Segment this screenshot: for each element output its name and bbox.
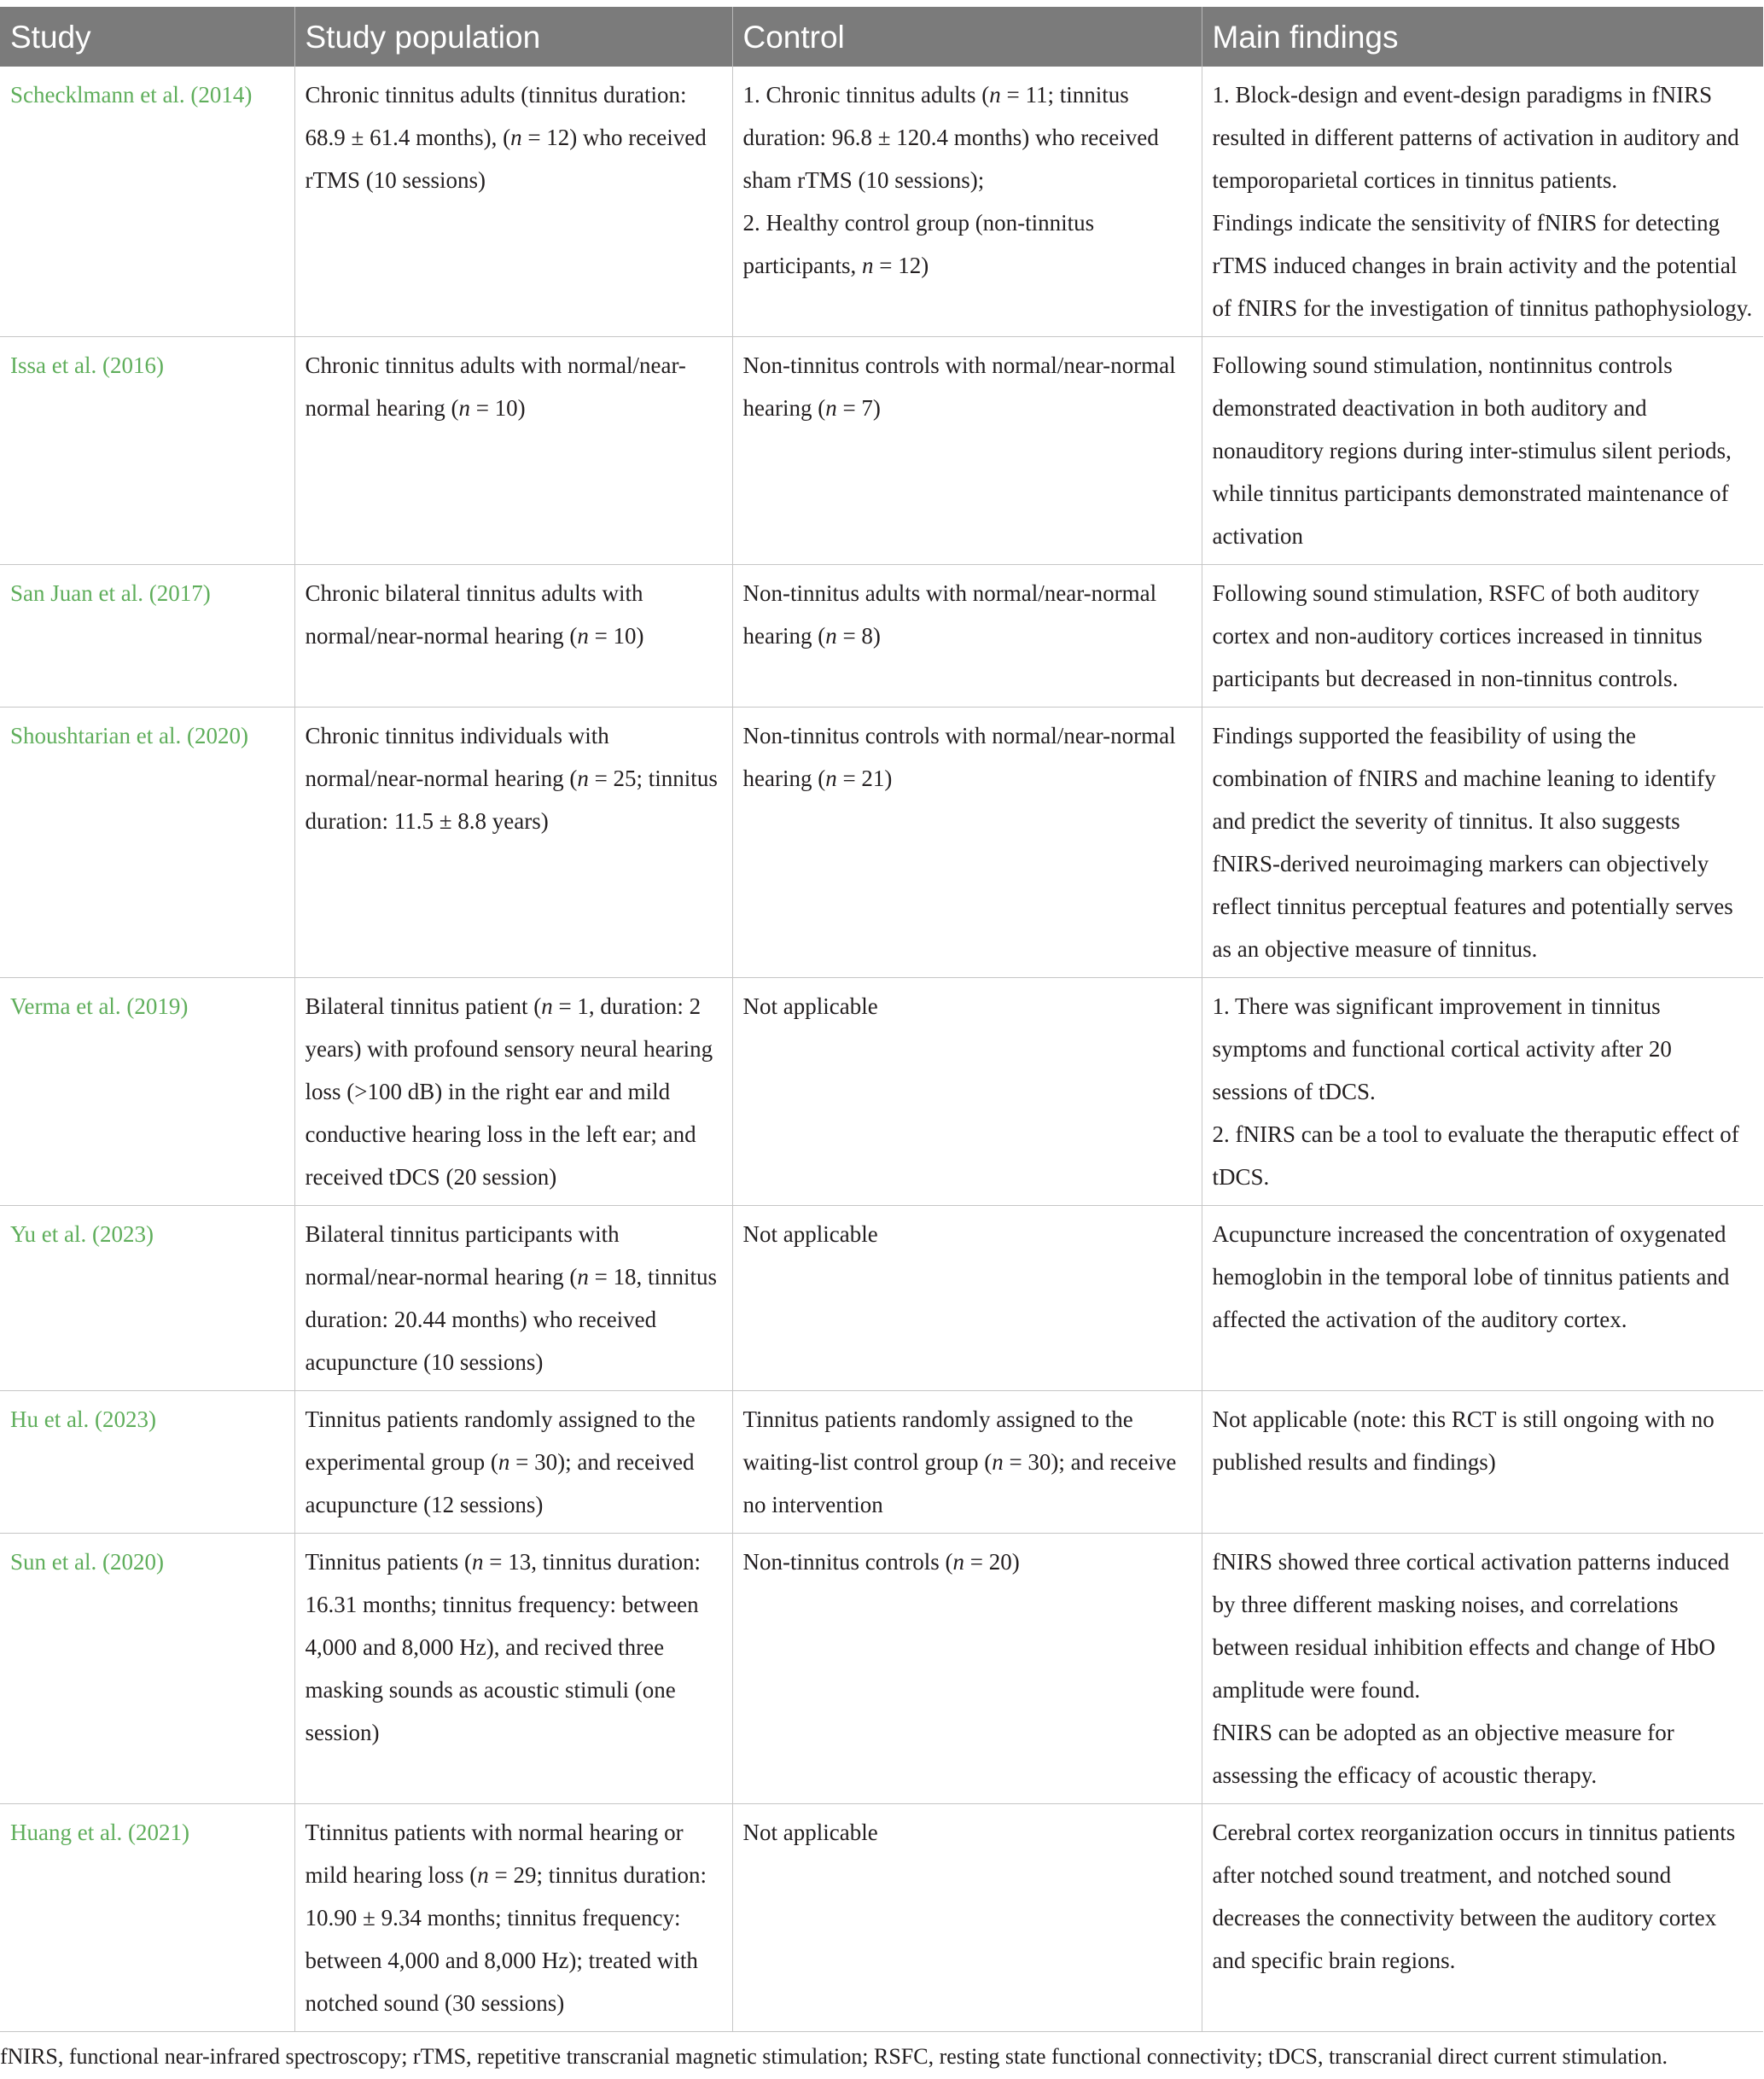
control-cell [732, 337, 1202, 565]
control-paragraph: Not applicable [742, 1820, 878, 1845]
study-population-cell [294, 565, 732, 708]
control-paragraph: 1. Chronic tinnitus adults (n = 11; tinnitus duration: 96.8 ± 120.4 months) who received sham rTMS (10 sessions); [742, 82, 1159, 193]
study-population-cell [294, 708, 732, 978]
main-findings-cell [1202, 565, 1763, 708]
study-citation-link[interactable]: Hu et al. (2023) [0, 1391, 294, 1534]
study-citation-link[interactable]: San Juan et al. (2017) [0, 565, 294, 708]
main-findings-cell [1202, 1206, 1763, 1391]
main-findings-cell [1202, 1804, 1763, 2032]
study-citation-link[interactable]: Issa et al. (2016) [0, 337, 294, 565]
table-row [0, 708, 1763, 978]
main-findings-paragraph: Findings supported the feasibility of using the combination of fNIRS and machine leaning to identify and predict the severity of tinnitus. It also suggests fNIRS-derived neuroimaging markers can objectively reflect tinnitus perceptual features and potentially serves as an objective measure of tinnitus. [1212, 723, 1733, 962]
study-citation-link[interactable]: Yu et al. (2023) [0, 1206, 294, 1391]
study-citation-link[interactable]: Verma et al. (2019) [0, 978, 294, 1206]
study-population-paragraph: Chronic tinnitus adults with normal/near-normal hearing (n = 10) [305, 352, 686, 421]
table-row [0, 565, 1763, 708]
main-findings-cell [1202, 67, 1763, 337]
study-citation-link[interactable]: Schecklmann et al. (2014) [0, 67, 294, 337]
header-main-findings: Main findings [1202, 7, 1763, 67]
table-row [0, 1804, 1763, 2032]
control-cell [732, 67, 1202, 337]
control-cell [732, 1391, 1202, 1534]
study-population-paragraph: Chronic tinnitus adults (tinnitus duration: 68.9 ± 61.4 months), (n = 12) who received rTMS (10 sessions) [305, 82, 707, 193]
main-findings-paragraph: Cerebral cortex reorganization occurs in tinnitus patients after notched sound treatment, and notched sound decreases the connectivity between the auditory cortex and specific brain regions. [1212, 1820, 1736, 1973]
main-findings-paragraph: 2. fNIRS can be a tool to evaluate the theraputic effect of tDCS. [1212, 1121, 1739, 1190]
main-findings-cell [1202, 1534, 1763, 1804]
header-control: Control [732, 7, 1202, 67]
main-findings-cell [1202, 978, 1763, 1206]
main-findings-paragraph: fNIRS showed three cortical activation patterns induced by three different masking noises, and correlations between residual inhibition effects and change of HbO amplitude were found. [1212, 1549, 1730, 1703]
main-findings-paragraph: Following sound stimulation, nontinnitus controls demonstrated deactivation in both auditory and nonauditory regions during inter-stimulus silent periods, while tinnitus participants demonstrated maintenance of activation [1212, 352, 1732, 549]
table-row [0, 337, 1763, 565]
control-paragraph: Non-tinnitus adults with normal/near-normal hearing (n = 8) [742, 580, 1157, 649]
study-population-paragraph: Chronic bilateral tinnitus adults with normal/near-normal hearing (n = 10) [305, 580, 644, 649]
study-population-paragraph: Chronic tinnitus individuals with normal/near-normal hearing (n = 25; tinnitus duration: 11.5 ± 8.8 years) [305, 723, 718, 834]
study-population-cell [294, 1391, 732, 1534]
study-citation-link[interactable]: Shoushtarian et al. (2020) [0, 708, 294, 978]
header-study: Study [0, 7, 294, 67]
control-cell [732, 978, 1202, 1206]
main-findings-paragraph: 1. Block-design and event-design paradigms in fNIRS resulted in different patterns of activation in auditory and temporoparietal cortices in tinnitus patients. [1212, 82, 1739, 193]
control-paragraph: Tinnitus patients randomly assigned to the waiting-list control group (n = 30); and receive no intervention [742, 1406, 1177, 1517]
study-population-cell [294, 978, 732, 1206]
study-population-paragraph: Bilateral tinnitus patient (n = 1, duration: 2 years) with profound sensory neural hearing loss (>100 dB) in the right ear and mild conductive hearing loss in the left ear; and received tDCS (20 session) [305, 993, 713, 1190]
study-population-cell [294, 337, 732, 565]
study-population-cell [294, 67, 732, 337]
main-findings-paragraph: Acupuncture increased the concentration of oxygenated hemoglobin in the temporal lobe of tinnitus patients and affected the activation of the auditory cortex. [1212, 1221, 1730, 1332]
study-population-cell [294, 1206, 732, 1391]
study-population-cell [294, 1804, 732, 2032]
table-row [0, 1534, 1763, 1804]
study-population-paragraph: Tinnitus patients randomly assigned to the experimental group (n = 30); and received acupuncture (12 sessions) [305, 1406, 696, 1517]
main-findings-cell [1202, 708, 1763, 978]
table-footnote: fNIRS, functional near-infrared spectroscopy; rTMS, repetitive transcranial magnetic stimulation; RSFC, resting state functional connectivity; tDCS, transcranial direct current stimulation. [0, 2044, 1668, 2069]
study-population-paragraph: Bilateral tinnitus participants with normal/near-normal hearing (n = 18, tinnitus duration: 20.44 months) who received acupuncture (10 sessions) [305, 1221, 718, 1375]
table-body [0, 67, 1763, 2032]
main-findings-paragraph: Findings indicate the sensitivity of fNIRS for detecting rTMS induced changes in brain activity and the potential of fNIRS for the investigation of tinnitus pathophysiology. [1212, 210, 1753, 321]
table-row [0, 1391, 1763, 1534]
control-paragraph: Not applicable [742, 993, 878, 1019]
control-cell [732, 565, 1202, 708]
control-cell [732, 1804, 1202, 2032]
study-citation-link[interactable]: Huang et al. (2021) [0, 1804, 294, 2032]
header-row [0, 7, 1763, 67]
main-findings-paragraph: 1. There was significant improvement in tinnitus symptoms and functional cortical activity after 20 sessions of tDCS. [1212, 993, 1672, 1104]
control-paragraph: Non-tinnitus controls with normal/near-normal hearing (n = 21) [742, 723, 1176, 791]
main-findings-paragraph: Not applicable (note: this RCT is still ongoing with no published results and findings) [1212, 1406, 1715, 1475]
control-cell [732, 1206, 1202, 1391]
control-paragraph: Not applicable [742, 1221, 878, 1247]
table-container [0, 7, 1764, 2070]
control-cell [732, 708, 1202, 978]
study-population-paragraph: Tinnitus patients (n = 13, tinnitus duration: 16.31 months; tinnitus frequency: between 4,000 and 8,000 Hz), and recived three masking sounds as acoustic stimuli (one session) [305, 1549, 702, 1745]
study-population-paragraph: Ttinnitus patients with normal hearing or mild hearing loss (n = 29; tinnitus duration: 10.90 ± 9.34 months; tinnitus frequency: between 4,000 and 8,000 Hz); treated with notched sound (30 sessions) [305, 1820, 707, 2016]
main-findings-cell [1202, 1391, 1763, 1534]
table-row [0, 67, 1763, 337]
control-paragraph: Non-tinnitus controls with normal/near-normal hearing (n = 7) [742, 352, 1176, 421]
control-paragraph: Non-tinnitus controls (n = 20) [742, 1549, 1020, 1575]
table-row [0, 1206, 1763, 1391]
main-findings-cell [1202, 337, 1763, 565]
header-study-population: Study population [294, 7, 732, 67]
table-row [0, 978, 1763, 1206]
studies-table [0, 7, 1763, 2032]
control-paragraph: 2. Healthy control group (non-tinnitus participants, n = 12) [742, 210, 1095, 278]
main-findings-paragraph: Following sound stimulation, RSFC of both auditory cortex and non-auditory cortices increased in tinnitus participants but decreased in non-tinnitus controls. [1212, 580, 1703, 691]
control-cell [732, 1534, 1202, 1804]
study-population-cell [294, 1534, 732, 1804]
study-citation-link[interactable]: Sun et al. (2020) [0, 1534, 294, 1804]
main-findings-paragraph: fNIRS can be adopted as an objective measure for assessing the efficacy of acoustic therapy. [1212, 1720, 1674, 1788]
